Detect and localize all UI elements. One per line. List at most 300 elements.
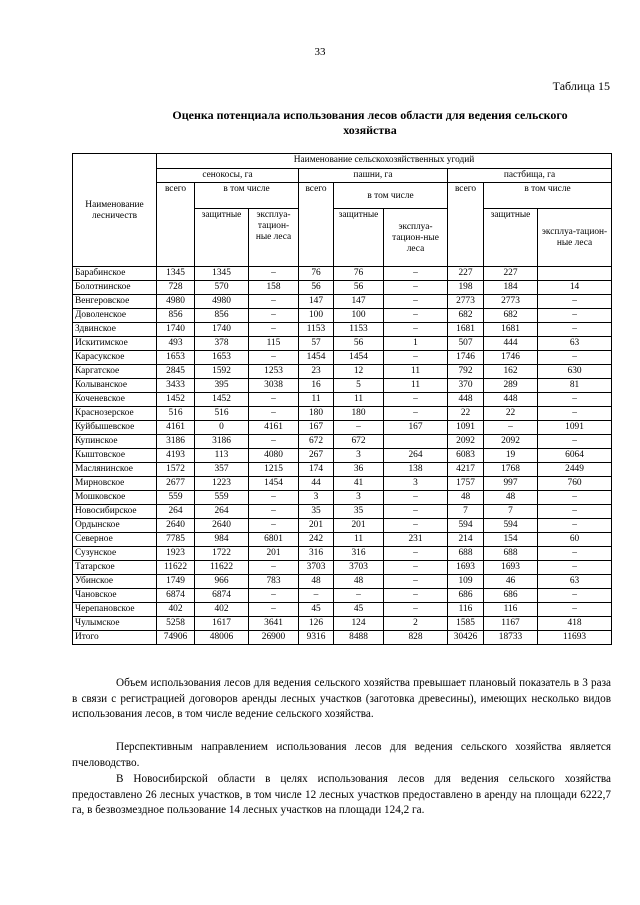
value-cell: 1572 [157, 463, 195, 477]
table-row [73, 547, 612, 561]
value-cell: 1585 [448, 617, 484, 631]
value-cell: 1452 [195, 393, 249, 407]
header-arable-protective: защитные [334, 209, 384, 267]
table-row [73, 421, 612, 435]
value-cell: 11622 [195, 561, 249, 575]
forestry-name-cell: Чановское [73, 589, 157, 603]
forestry-name-cell: Кыштовское [73, 449, 157, 463]
value-cell: – [384, 323, 448, 337]
value-cell: – [538, 309, 612, 323]
value-cell: 126 [299, 617, 334, 631]
header-pasture-exploit: эксплуа-тацион-ные леса [538, 209, 612, 267]
header-pasture-protective: защитные [484, 209, 538, 267]
value-cell: 1215 [249, 463, 299, 477]
value-cell: 378 [195, 337, 249, 351]
value-cell: 316 [334, 547, 384, 561]
value-cell: – [249, 561, 299, 575]
value-cell: 783 [249, 575, 299, 589]
header-pasture-total: всего [448, 183, 484, 267]
value-cell: 35 [334, 505, 384, 519]
table-row [73, 617, 612, 631]
value-cell: 167 [384, 421, 448, 435]
value-cell: 22 [484, 407, 538, 421]
value-cell: 7785 [157, 533, 195, 547]
header-land-types: Наименование сельскохозяйственных угодий [157, 154, 612, 169]
value-cell: 672 [299, 435, 334, 449]
value-cell: 1 [384, 337, 448, 351]
value-cell: 19 [484, 449, 538, 463]
header-pastures: пастбища, га [448, 169, 612, 183]
value-cell: 57 [299, 337, 334, 351]
value-cell: 1091 [538, 421, 612, 435]
value-cell: 1253 [249, 365, 299, 379]
value-cell: 1452 [157, 393, 195, 407]
value-cell: – [384, 561, 448, 575]
value-cell: 124 [334, 617, 384, 631]
value-cell: 2640 [195, 519, 249, 533]
header-arable-total: всего [299, 183, 334, 267]
table-row [73, 575, 612, 589]
value-cell: 2449 [538, 463, 612, 477]
value-cell: – [538, 561, 612, 575]
value-cell: 116 [448, 603, 484, 617]
value-cell: – [334, 421, 384, 435]
value-cell: 184 [484, 281, 538, 295]
value-cell: – [538, 603, 612, 617]
value-cell: 214 [448, 533, 484, 547]
value-cell: 2092 [448, 435, 484, 449]
value-cell: 1091 [448, 421, 484, 435]
value-cell: 1653 [157, 351, 195, 365]
value-cell: – [249, 295, 299, 309]
value-cell: 48 [299, 575, 334, 589]
value-cell: 3186 [157, 435, 195, 449]
value-cell: 1454 [334, 351, 384, 365]
value-cell: 448 [448, 393, 484, 407]
value-cell: 1167 [484, 617, 538, 631]
value-cell: 1345 [157, 267, 195, 281]
header-forestry-name: Наименование лесничеств [73, 154, 157, 267]
value-cell: 11 [299, 393, 334, 407]
value-cell: 3 [299, 491, 334, 505]
page-number: 33 [314, 46, 326, 58]
header-hay-protective: защитные [195, 209, 249, 267]
value-cell: 1617 [195, 617, 249, 631]
value-cell: 6801 [249, 533, 299, 547]
value-cell: – [538, 435, 612, 449]
table-row [73, 295, 612, 309]
value-cell: 448 [484, 393, 538, 407]
value-cell: 728 [157, 281, 195, 295]
forestry-name-cell: Венгеровское [73, 295, 157, 309]
forestry-name-cell: Маслянинское [73, 463, 157, 477]
value-cell: – [384, 589, 448, 603]
value-cell: 4080 [249, 449, 299, 463]
table-row [73, 267, 612, 281]
value-cell: 997 [484, 477, 538, 491]
value-cell: 1153 [299, 323, 334, 337]
value-cell: 16 [299, 379, 334, 393]
value-cell: 828 [384, 631, 448, 645]
value-cell: 6083 [448, 449, 484, 463]
table-row [73, 533, 612, 547]
value-cell: 1592 [195, 365, 249, 379]
value-cell: – [538, 519, 612, 533]
value-cell: 3703 [299, 561, 334, 575]
value-cell: 227 [484, 267, 538, 281]
header-hayfields: сенокосы, га [157, 169, 299, 183]
value-cell: 56 [334, 281, 384, 295]
value-cell: 45 [299, 603, 334, 617]
forestry-name-cell: Мирновское [73, 477, 157, 491]
value-cell: 4980 [157, 295, 195, 309]
table-row [73, 379, 612, 393]
value-cell: – [538, 589, 612, 603]
value-cell: 45 [334, 603, 384, 617]
value-cell: 11693 [538, 631, 612, 645]
forestry-name-cell: Черепановское [73, 603, 157, 617]
header-arable-incl: в том числе [334, 183, 448, 209]
value-cell: 418 [538, 617, 612, 631]
forestry-name-cell: Колыванское [73, 379, 157, 393]
value-cell: 201 [299, 519, 334, 533]
value-cell: – [384, 491, 448, 505]
value-cell: 2 [384, 617, 448, 631]
value-cell: 9316 [299, 631, 334, 645]
value-cell: 26900 [249, 631, 299, 645]
value-cell: 48 [448, 491, 484, 505]
value-cell: 856 [157, 309, 195, 323]
paragraph-3 [72, 772, 611, 819]
value-cell: 686 [448, 589, 484, 603]
value-cell: 4217 [448, 463, 484, 477]
value-cell: – [384, 575, 448, 589]
value-cell: 1740 [195, 323, 249, 337]
forestry-name-cell: Болотнинское [73, 281, 157, 295]
table-row [73, 631, 612, 645]
value-cell: 41 [334, 477, 384, 491]
value-cell: 3038 [249, 379, 299, 393]
table-row [73, 323, 612, 337]
value-cell: 113 [195, 449, 249, 463]
value-cell: 760 [538, 477, 612, 491]
value-cell: – [249, 407, 299, 421]
value-cell: 1740 [157, 323, 195, 337]
value-cell: 242 [299, 533, 334, 547]
value-cell: – [538, 505, 612, 519]
value-cell: – [538, 407, 612, 421]
value-cell: 1223 [195, 477, 249, 491]
forestry-name-cell: Искитимское [73, 337, 157, 351]
table-row [73, 393, 612, 407]
forestry-name-cell: Краснозерское [73, 407, 157, 421]
value-cell: 1681 [484, 323, 538, 337]
value-cell: 1345 [195, 267, 249, 281]
value-cell: 14 [538, 281, 612, 295]
value-cell: 3 [384, 477, 448, 491]
value-cell: – [249, 309, 299, 323]
value-cell: 264 [384, 449, 448, 463]
value-cell: 630 [538, 365, 612, 379]
value-cell: 167 [299, 421, 334, 435]
value-cell: – [538, 491, 612, 505]
value-cell: – [384, 309, 448, 323]
value-cell: 3 [334, 491, 384, 505]
value-cell: 402 [195, 603, 249, 617]
value-cell: 1454 [299, 351, 334, 365]
forestry-name-cell: Чулымское [73, 617, 157, 631]
value-cell: 686 [484, 589, 538, 603]
value-cell: 201 [249, 547, 299, 561]
value-cell: 198 [448, 281, 484, 295]
value-cell: 162 [484, 365, 538, 379]
header-arable-exploit: эксплуа-тацион-ные леса [384, 209, 448, 267]
value-cell: 180 [334, 407, 384, 421]
value-cell: 48 [484, 491, 538, 505]
table-row [73, 365, 612, 379]
forestry-name-cell: Новосибирское [73, 505, 157, 519]
table-row [73, 281, 612, 295]
paragraph-1 [72, 676, 611, 723]
value-cell: 3641 [249, 617, 299, 631]
value-cell: 63 [538, 575, 612, 589]
value-cell: 3 [334, 449, 384, 463]
value-cell: 682 [448, 309, 484, 323]
value-cell: 231 [384, 533, 448, 547]
value-cell: 36 [334, 463, 384, 477]
paragraph-2 [72, 740, 611, 771]
header-hay-exploit: эксплуа-тацион-ные леса [249, 209, 299, 267]
value-cell: 289 [484, 379, 538, 393]
value-cell: – [384, 407, 448, 421]
table-row [73, 477, 612, 491]
value-cell: 76 [334, 267, 384, 281]
value-cell: – [384, 393, 448, 407]
value-cell: 3703 [334, 561, 384, 575]
value-cell: 672 [334, 435, 384, 449]
value-cell: 2845 [157, 365, 195, 379]
forestry-name-cell: Купинское [73, 435, 157, 449]
value-cell: 81 [538, 379, 612, 393]
value-cell: 6874 [195, 589, 249, 603]
table-label: Таблица 15 [552, 79, 610, 93]
table-row [73, 449, 612, 463]
value-cell: 2773 [448, 295, 484, 309]
value-cell: 56 [299, 281, 334, 295]
value-cell: 792 [448, 365, 484, 379]
table-row [73, 309, 612, 323]
paragraph-2-text: Перспективным направлением использования лесов для ведения сельского хозяйства является пчеловодство. [72, 741, 611, 769]
value-cell: 984 [195, 533, 249, 547]
value-cell: 1749 [157, 575, 195, 589]
value-cell: 559 [157, 491, 195, 505]
value-cell: 174 [299, 463, 334, 477]
value-cell: 46 [484, 575, 538, 589]
value-cell: 7 [448, 505, 484, 519]
value-cell: 116 [484, 603, 538, 617]
value-cell: – [384, 519, 448, 533]
value-cell: 12 [334, 365, 384, 379]
value-cell: 3433 [157, 379, 195, 393]
value-cell: 5 [334, 379, 384, 393]
value-cell: 18733 [484, 631, 538, 645]
value-cell: 516 [195, 407, 249, 421]
table-row [73, 505, 612, 519]
value-cell: 370 [448, 379, 484, 393]
value-cell: 1923 [157, 547, 195, 561]
value-cell: 682 [484, 309, 538, 323]
value-cell: 3186 [195, 435, 249, 449]
value-cell: – [249, 267, 299, 281]
forestry-name-cell: Мошковское [73, 491, 157, 505]
forestry-name-cell: Татарское [73, 561, 157, 575]
value-cell: 1722 [195, 547, 249, 561]
value-cell: 138 [384, 463, 448, 477]
value-cell: 7 [484, 505, 538, 519]
value-cell: 56 [334, 337, 384, 351]
value-cell: – [384, 603, 448, 617]
value-cell: 44 [299, 477, 334, 491]
value-cell: 48 [334, 575, 384, 589]
value-cell: – [384, 505, 448, 519]
value-cell: 11 [334, 533, 384, 547]
value-cell: – [249, 491, 299, 505]
table-row [73, 589, 612, 603]
value-cell: 316 [299, 547, 334, 561]
value-cell: – [249, 519, 299, 533]
value-cell: 2773 [484, 295, 538, 309]
value-cell: 264 [195, 505, 249, 519]
value-cell: 147 [334, 295, 384, 309]
value-cell: 5258 [157, 617, 195, 631]
forestry-name-cell: Доволенское [73, 309, 157, 323]
value-cell: 76 [299, 267, 334, 281]
table-row [73, 519, 612, 533]
forestry-name-cell: Ордынское [73, 519, 157, 533]
value-cell: 570 [195, 281, 249, 295]
value-cell: 180 [299, 407, 334, 421]
value-cell [538, 267, 612, 281]
forestry-name-cell: Коченевское [73, 393, 157, 407]
table-row [73, 561, 612, 575]
value-cell: 227 [448, 267, 484, 281]
table-row [73, 337, 612, 351]
value-cell: 1693 [484, 561, 538, 575]
forestry-name-cell: Сузунское [73, 547, 157, 561]
value-cell: 594 [484, 519, 538, 533]
value-cell: 11622 [157, 561, 195, 575]
value-cell: 63 [538, 337, 612, 351]
forestry-name-cell: Здвинское [73, 323, 157, 337]
value-cell: – [384, 281, 448, 295]
forest-usage-table [72, 153, 612, 645]
value-cell: 444 [484, 337, 538, 351]
value-cell: 0 [195, 421, 249, 435]
value-cell: 507 [448, 337, 484, 351]
value-cell: 147 [299, 295, 334, 309]
header-hay-incl: в том числе [195, 183, 299, 209]
forestry-name-cell: Барабинское [73, 267, 157, 281]
forestry-name-cell: Северное [73, 533, 157, 547]
table-row [73, 491, 612, 505]
value-cell: – [249, 393, 299, 407]
value-cell: 688 [448, 547, 484, 561]
value-cell: 1746 [484, 351, 538, 365]
value-cell: – [384, 547, 448, 561]
value-cell: – [249, 505, 299, 519]
value-cell: 22 [448, 407, 484, 421]
table-row [73, 407, 612, 421]
forestry-name-cell: Итого [73, 631, 157, 645]
value-cell: – [249, 589, 299, 603]
value-cell: 357 [195, 463, 249, 477]
table-row [73, 603, 612, 617]
value-cell: 48006 [195, 631, 249, 645]
value-cell: 6874 [157, 589, 195, 603]
value-cell: 23 [299, 365, 334, 379]
value-cell: – [299, 589, 334, 603]
value-cell: 264 [157, 505, 195, 519]
value-cell: 688 [484, 547, 538, 561]
value-cell: 1757 [448, 477, 484, 491]
value-cell: – [249, 323, 299, 337]
value-cell: – [538, 547, 612, 561]
value-cell: 402 [157, 603, 195, 617]
value-cell: 493 [157, 337, 195, 351]
value-cell: 559 [195, 491, 249, 505]
value-cell: 100 [334, 309, 384, 323]
value-cell: 74906 [157, 631, 195, 645]
header-hay-total: всего [157, 183, 195, 267]
value-cell: – [538, 323, 612, 337]
table-title: Оценка потенциала использования лесов области для ведения сельского хозяйства [172, 108, 568, 137]
value-cell: – [384, 295, 448, 309]
value-cell: 395 [195, 379, 249, 393]
value-cell: – [334, 589, 384, 603]
forestry-name-cell: Карасукское [73, 351, 157, 365]
value-cell: 1768 [484, 463, 538, 477]
value-cell: 11 [334, 393, 384, 407]
value-cell: 158 [249, 281, 299, 295]
value-cell: 201 [334, 519, 384, 533]
value-cell: 1454 [249, 477, 299, 491]
value-cell: 8488 [334, 631, 384, 645]
value-cell: 154 [484, 533, 538, 547]
value-cell: – [249, 351, 299, 365]
value-cell: 2640 [157, 519, 195, 533]
forestry-name-cell: Каргатское [73, 365, 157, 379]
value-cell: 60 [538, 533, 612, 547]
table-body [73, 267, 612, 645]
table-row [73, 435, 612, 449]
value-cell: 115 [249, 337, 299, 351]
value-cell: – [384, 267, 448, 281]
table-row [73, 463, 612, 477]
value-cell: – [384, 351, 448, 365]
forestry-name-cell: Убинское [73, 575, 157, 589]
value-cell: – [249, 435, 299, 449]
value-cell: 30426 [448, 631, 484, 645]
value-cell: 11 [384, 365, 448, 379]
paragraph-3-text: В Новосибирской области в целях использования лесов для ведения сельского хозяйства предоставлено 26 лесных участков, в том числе 12 лесных участков предоставлено в аренду на площади 6222,7 га, в безвозмездное пользование 14 лесных участков на площади 124,2 га. [72, 773, 611, 816]
value-cell: 6064 [538, 449, 612, 463]
value-cell: 516 [157, 407, 195, 421]
value-cell: 4980 [195, 295, 249, 309]
header-arable: пашни, га [299, 169, 448, 183]
value-cell: 1681 [448, 323, 484, 337]
value-cell: – [538, 351, 612, 365]
value-cell: – [249, 603, 299, 617]
